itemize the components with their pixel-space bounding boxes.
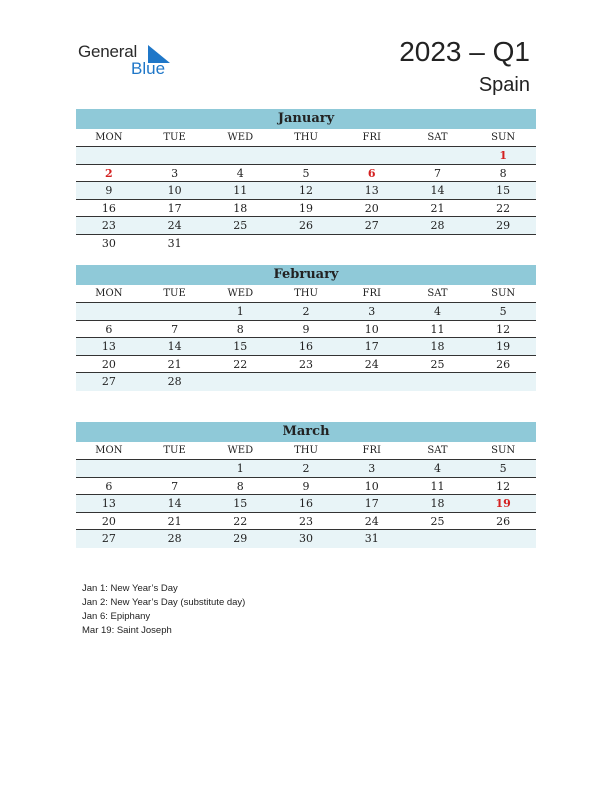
week-row [76, 235, 536, 253]
day-cell: 12 [299, 184, 314, 197]
day-cell: 15 [233, 497, 248, 510]
day-cell: 24 [364, 514, 379, 528]
weekday-label: FRI [362, 132, 381, 143]
day-cell: 28 [167, 532, 182, 545]
day-cell: 8 [236, 322, 244, 336]
day-cell: 13 [101, 340, 116, 353]
day-cell: 26 [299, 219, 314, 232]
day-cell: 24 [167, 219, 182, 232]
day-cell: 30 [101, 236, 116, 250]
week-row [76, 147, 536, 165]
week-row [76, 217, 536, 235]
month-header: January [76, 109, 536, 129]
empty-day-cell [405, 147, 471, 164]
week-row [76, 303, 536, 321]
day-cell: 29 [233, 532, 248, 545]
empty-day-cell [405, 373, 471, 391]
empty-day-cell [76, 460, 142, 477]
day-cell: 17 [167, 201, 182, 215]
month-header: February [76, 265, 536, 285]
day-cell: 9 [302, 322, 310, 336]
empty-day-cell [207, 373, 273, 391]
empty-day-cell [405, 530, 471, 548]
empty-day-cell [142, 303, 208, 320]
day-cell: 1 [236, 305, 244, 318]
empty-day-cell [207, 147, 273, 164]
day-cell: 22 [233, 514, 248, 528]
day-cell: 6 [367, 166, 376, 180]
day-cell: 17 [364, 340, 379, 353]
day-cell: 24 [364, 357, 379, 371]
day-cell: 3 [368, 305, 376, 318]
day-cell: 19 [496, 340, 511, 353]
day-cell: 28 [167, 375, 182, 388]
day-cell: 22 [233, 357, 248, 371]
week-row [76, 495, 536, 513]
empty-day-cell [273, 147, 339, 164]
day-cell: 23 [101, 219, 116, 232]
day-cell: 4 [433, 462, 441, 475]
day-cell: 11 [430, 479, 445, 493]
day-cell: 27 [364, 219, 379, 232]
weekday-label: WED [227, 445, 254, 456]
weekday-label: THU [294, 288, 318, 299]
day-cell: 30 [299, 532, 314, 545]
day-cell: 3 [368, 462, 376, 475]
weekday-header-row [76, 129, 536, 147]
empty-day-cell [470, 235, 536, 253]
month-march [76, 422, 536, 548]
week-row [76, 478, 536, 496]
day-cell: 22 [496, 201, 511, 215]
day-cell: 14 [167, 497, 182, 510]
day-cell: 11 [430, 322, 445, 336]
day-cell: 18 [430, 340, 445, 353]
empty-day-cell [339, 235, 405, 253]
empty-day-cell [339, 373, 405, 391]
day-cell: 10 [167, 184, 182, 197]
day-cell: 2 [302, 462, 310, 475]
day-cell: 23 [299, 514, 314, 528]
day-cell: 18 [430, 497, 445, 510]
empty-day-cell [76, 303, 142, 320]
week-row [76, 356, 536, 374]
weekday-label: FRI [362, 445, 381, 456]
weekday-label: MON [95, 288, 123, 299]
day-cell: 6 [105, 322, 113, 336]
day-cell: 9 [302, 479, 310, 493]
weekday-label: WED [227, 132, 254, 143]
day-cell: 12 [496, 479, 511, 493]
day-cell: 5 [499, 462, 507, 475]
holiday-note: Jan 1: New Year’s Day [82, 583, 178, 594]
day-cell: 28 [430, 219, 445, 232]
day-cell: 20 [101, 357, 116, 371]
day-cell: 21 [167, 357, 182, 371]
week-row [76, 373, 536, 391]
month-february [76, 265, 536, 391]
day-cell: 4 [236, 166, 244, 180]
day-cell: 23 [299, 357, 314, 371]
day-cell: 6 [105, 479, 113, 493]
day-cell: 10 [364, 322, 379, 336]
empty-day-cell [470, 373, 536, 391]
day-cell: 21 [430, 201, 445, 215]
week-row [76, 460, 536, 478]
day-cell: 13 [364, 184, 379, 197]
day-cell: 4 [433, 305, 441, 318]
week-row [76, 165, 536, 183]
day-cell: 25 [430, 514, 445, 528]
day-cell: 25 [233, 219, 248, 232]
day-cell: 27 [101, 375, 116, 388]
day-cell: 1 [499, 149, 507, 162]
weekday-label: THU [294, 445, 318, 456]
page-title: 2023 – Q1 [399, 36, 530, 67]
weekday-label: TUE [163, 445, 186, 456]
day-cell: 26 [496, 514, 511, 528]
day-cell: 14 [167, 340, 182, 353]
day-cell: 11 [233, 184, 248, 197]
weekday-header-row [76, 285, 536, 303]
weekday-label: FRI [362, 288, 381, 299]
day-cell: 31 [364, 532, 379, 545]
weekday-label: MON [95, 445, 123, 456]
day-cell: 3 [171, 166, 179, 180]
day-cell: 14 [430, 184, 445, 197]
day-cell: 1 [236, 462, 244, 475]
weekday-label: THU [294, 132, 318, 143]
weekday-label: TUE [163, 132, 186, 143]
day-cell: 19 [495, 497, 511, 510]
weekday-label: WED [227, 288, 254, 299]
day-cell: 15 [233, 340, 248, 353]
brand-word-blue: Blue [131, 59, 166, 78]
week-row [76, 321, 536, 339]
day-cell: 8 [236, 479, 244, 493]
day-cell: 2 [302, 305, 310, 318]
day-cell: 15 [496, 184, 511, 197]
empty-day-cell [142, 460, 208, 477]
weekday-label: SAT [427, 445, 448, 456]
weekday-label: SAT [427, 132, 448, 143]
holiday-note: Jan 6: Epiphany [82, 611, 151, 622]
week-row [76, 530, 536, 548]
empty-day-cell [405, 235, 471, 253]
day-cell: 20 [364, 201, 379, 215]
month-january [76, 109, 536, 252]
day-cell: 13 [101, 497, 116, 510]
day-cell: 18 [233, 201, 248, 215]
day-cell: 10 [364, 479, 379, 493]
holiday-note: Mar 19: Saint Joseph [82, 625, 172, 636]
day-cell: 16 [101, 201, 116, 215]
holiday-notes [82, 582, 245, 638]
day-cell: 20 [101, 514, 116, 528]
day-cell: 27 [101, 532, 116, 545]
weekday-label: SUN [491, 132, 516, 143]
day-cell: 12 [496, 322, 511, 336]
weekday-header-row [76, 442, 536, 460]
empty-day-cell [207, 235, 273, 253]
day-cell: 17 [364, 497, 379, 510]
weekday-label: MON [95, 132, 123, 143]
empty-day-cell [273, 235, 339, 253]
day-cell: 16 [299, 497, 314, 510]
month-header: March [76, 422, 536, 442]
day-cell: 7 [433, 166, 441, 180]
brand-logo [78, 42, 178, 82]
day-cell: 29 [496, 219, 511, 232]
empty-day-cell [470, 530, 536, 548]
day-cell: 9 [105, 184, 113, 197]
day-cell: 7 [171, 322, 179, 336]
empty-day-cell [273, 373, 339, 391]
day-cell: 26 [496, 357, 511, 371]
day-cell: 19 [299, 201, 314, 215]
brand-word-general: General [78, 42, 138, 61]
weekday-label: SUN [491, 288, 516, 299]
day-cell: 2 [105, 166, 113, 180]
day-cell: 31 [167, 236, 182, 250]
week-row [76, 338, 536, 356]
country-label: Spain [478, 74, 530, 96]
holiday-note: Jan 2: New Year’s Day (substitute day) [82, 597, 246, 608]
empty-day-cell [76, 147, 142, 164]
weekday-label: TUE [163, 288, 186, 299]
day-cell: 5 [302, 166, 310, 180]
empty-day-cell [339, 147, 405, 164]
day-cell: 21 [167, 514, 182, 528]
day-cell: 25 [430, 357, 445, 371]
week-row [76, 513, 536, 531]
empty-day-cell [142, 147, 208, 164]
week-row [76, 200, 536, 218]
day-cell: 7 [171, 479, 179, 493]
day-cell: 8 [499, 166, 507, 180]
day-cell: 16 [299, 340, 314, 353]
week-row [76, 182, 536, 200]
day-cell: 5 [499, 305, 507, 318]
weekday-label: SUN [491, 445, 516, 456]
weekday-label: SAT [427, 288, 448, 299]
